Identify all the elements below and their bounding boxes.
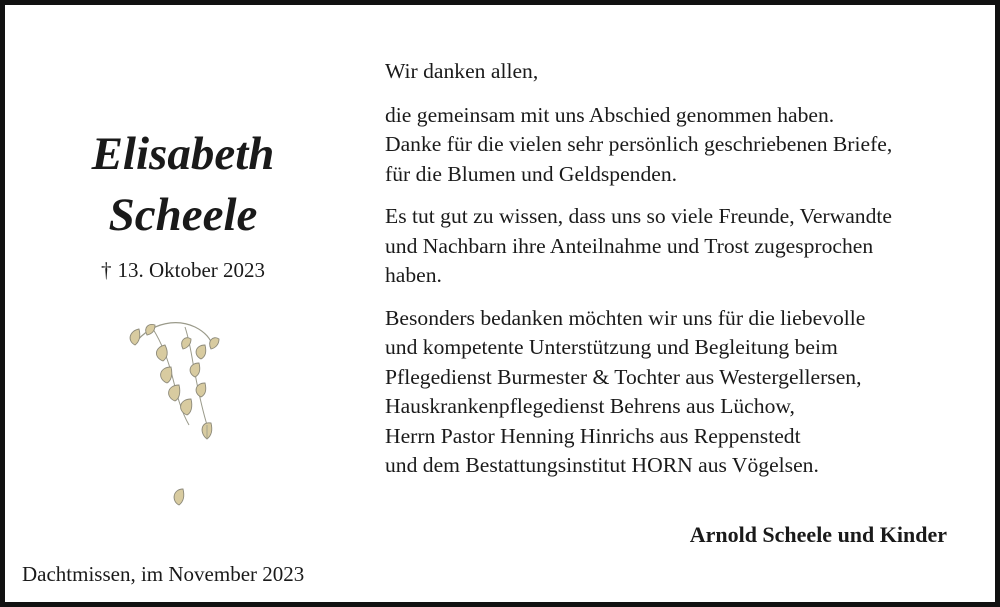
paragraph-3-line: Pflegedienst Burmester & Tochter aus Westergellersen,	[385, 364, 862, 389]
paragraph-3-line: Herrn Pastor Henning Hinrichs aus Reppenstedt	[385, 423, 801, 448]
paragraph-2-line: Es tut gut zu wissen, dass uns so viele Freunde, Verwandte	[385, 204, 892, 228]
paragraph-3-line: Hauskrankenpflegedienst Behrens aus Lüchow,	[385, 394, 795, 418]
paragraph-2-line: haben.	[385, 263, 442, 287]
death-date: 13. Oktober 2023	[117, 258, 266, 282]
paragraph-2-line: und Nachbarn ihre Anteilnahme und Trost zugesprochen	[385, 233, 874, 258]
signature: Arnold Scheele und Kinder	[689, 522, 947, 547]
paragraph-1-line: die gemeinsam mit uns Abschied genommen haben.	[385, 102, 835, 127]
thank-you-message	[385, 57, 985, 481]
paragraph-3-line: Besonders bedanken möchten wir uns für die liebevolle	[385, 305, 866, 330]
opening-line: Wir danken allen,	[385, 59, 539, 83]
paragraph-1-line: für die Blumen und Geldspenden.	[385, 161, 678, 186]
birch-branch-icon	[123, 315, 233, 520]
paragraph-1-line: Danke für die vielen sehr persönlich geschriebenen Briefe,	[385, 132, 893, 156]
paragraph-3-line: und kompetente Unterstützung und Begleitung beim	[385, 335, 838, 359]
deceased-last-name: Scheele	[108, 189, 258, 241]
place-and-date: Dachtmissen, im November 2023	[22, 562, 305, 586]
cross-icon: †	[100, 258, 112, 282]
paragraph-3-line: und dem Bestattungsinstitut HORN aus Vögelsen.	[385, 453, 819, 477]
deceased-first-name: Elisabeth	[91, 128, 275, 180]
death-date-line	[45, 256, 321, 284]
